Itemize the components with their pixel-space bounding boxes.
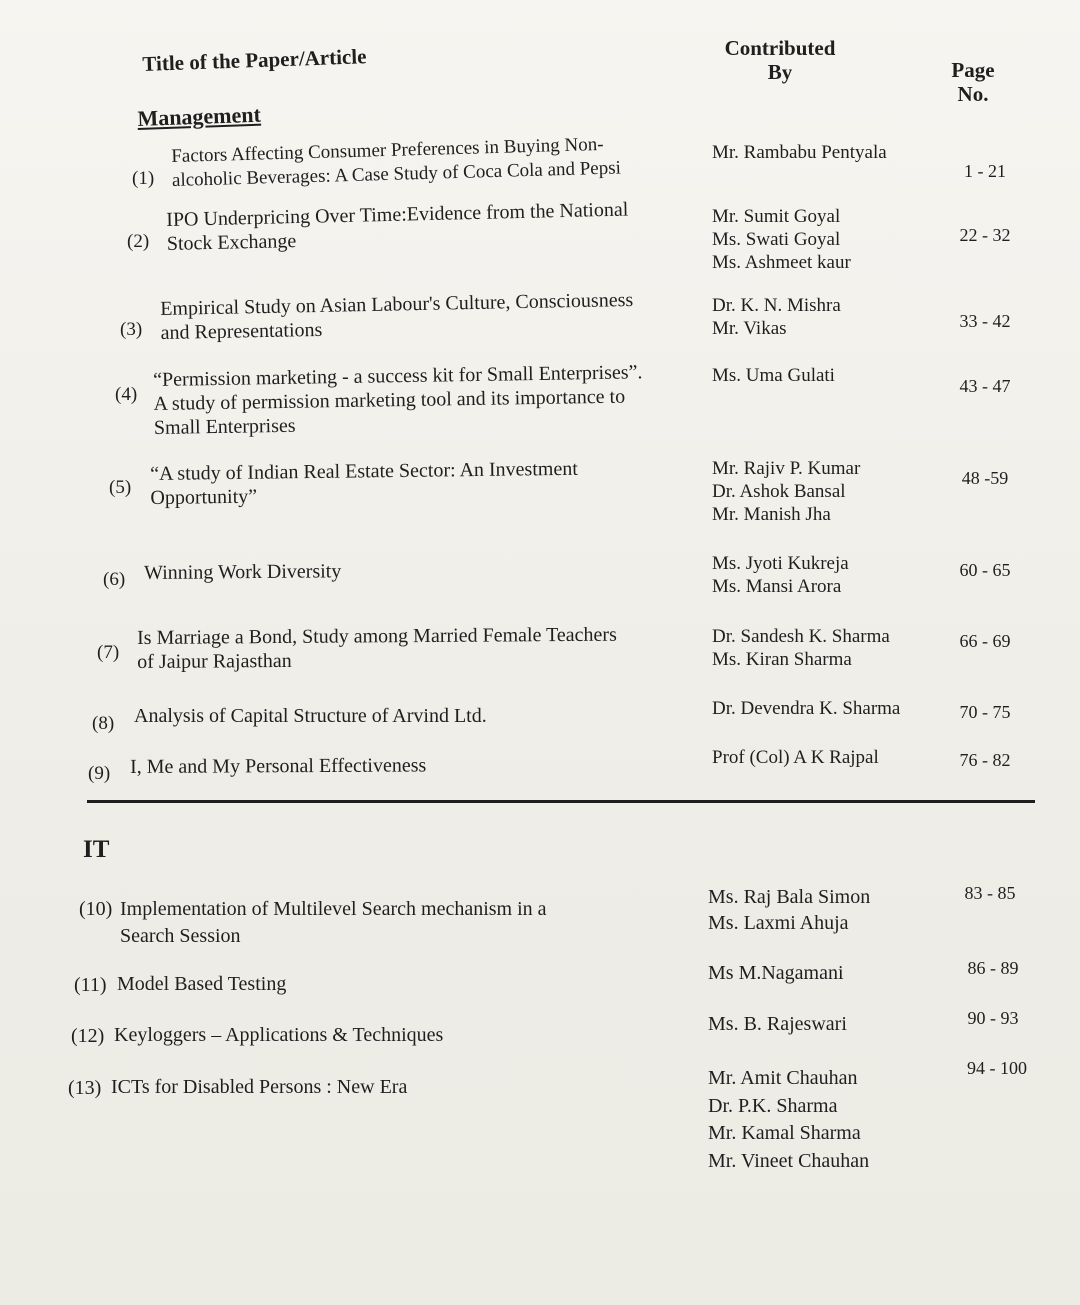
column-header-title: Title of the Paper/Article [142,44,367,76]
entry-title: Factors Affecting Consumer Preferences in Buying Non- alcoholic Beverages: A Case Study of Coca Cola and Pepsi [171,133,622,191]
entry-pages: 1 - 21 [964,161,1006,181]
author: Mr. Manish Jha [712,504,831,525]
entry-authors [712,364,835,387]
entry-pages: 90 - 93 [967,1008,1019,1028]
entry-pages: 43 - 47 [959,376,1011,396]
entry-authors [708,1013,847,1036]
author: Ms. B. Rajeswari [708,1013,847,1035]
section-heading-management: Management [137,101,262,131]
entry-title: I, Me and My Personal Effectiveness [130,754,427,778]
entry-title: Keyloggers – Applications & Techniques [114,1024,444,1046]
entry-title: Is Marriage a Bond, Study among Married Female Teachers of Jaipur Rajasthan [137,623,617,673]
entry-title: IPO Underpricing Over Time:Evidence from the National Stock Exchange [166,198,629,255]
entry-title: Winning Work Diversity [144,560,342,584]
entry-title: Model Based Testing [117,973,287,995]
entry-title: ICTs for Disabled Persons : New Era [111,1076,408,1098]
entry-pages: 33 - 42 [959,311,1011,331]
author: Dr. Devendra K. Sharma [712,698,901,719]
entry-number: (10) [79,898,113,920]
entry-authors [708,962,844,985]
entry-pages: 76 - 82 [959,750,1011,770]
entry-authors [712,746,879,769]
entry-title: Analysis of Capital Structure of Arvind Ltd. [134,705,487,727]
entry-pages: 94 - 100 [967,1058,1027,1078]
entry-authors [712,294,841,340]
entry-number: (1) [132,168,155,189]
entry-pages: 22 - 32 [959,225,1011,245]
author: Ms. Raj Bala Simon [708,886,871,908]
entry-title: Empirical Study on Asian Labour's Culture, Consciousness and Representations [160,288,634,344]
author: Ms. Mansi Arora [712,576,842,597]
entry-pages: 70 - 75 [959,702,1011,722]
author: Ms M.Nagamani [708,962,844,984]
entry-title: Implementation of Multilevel Search mechanism in a Search Session [120,898,547,947]
author: Ms. Laxmi Ahuja [708,912,849,934]
author: Ms. Swati Goyal [712,229,841,250]
entry-title: “A study of Indian Real Estate Sector: An Investment Opportunity” [150,457,578,509]
author: Ms. Jyoti Kukreja [712,553,849,574]
author: Mr. Rambabu Pentyala [712,142,887,163]
entry-number: (4) [115,384,138,405]
entry-authors [712,457,860,526]
author: Mr. Rajiv P. Kumar [712,458,861,479]
entry-authors [708,884,870,936]
author: Mr. Amit Chauhan [708,1067,858,1089]
column-header-contributed-by: Contributed By [724,36,836,84]
entry-number: (3) [120,319,143,340]
author: Dr. K. N. Mishra [712,295,841,316]
author: Ms. Ashmeet kaur [712,252,851,273]
author: Dr. Ashok Bansal [712,481,846,502]
entry-pages: 86 - 89 [967,958,1019,978]
entry-authors [712,205,851,274]
entry-number: (5) [109,477,132,498]
entry-number: (13) [68,1077,102,1099]
entry-number: (12) [71,1025,105,1047]
author: Prof (Col) A K Rajpal [712,747,879,768]
entry-number: (9) [88,763,111,784]
author: Mr. Vikas [712,318,787,339]
author: Mr. Vineet Chauhan [708,1149,870,1172]
entry-authors [712,552,849,598]
section-divider [87,800,1035,803]
author: Dr. P.K. Sharma [708,1094,838,1117]
entry-number: (8) [92,713,115,734]
entry-number: (6) [103,569,126,590]
author: Ms. Uma Gulati [712,365,835,386]
entry-title: “Permission marketing - a success kit for Small Enterprises”. A study of permission marketing tool and its importance to Small Enterprises [153,361,643,439]
author: Ms. Kiran Sharma [712,649,852,670]
column-header-page-no: Page No. [951,58,995,106]
entry-authors [712,697,900,720]
entry-number: (11) [74,974,107,996]
entry-pages: 66 - 69 [959,631,1011,651]
entry-number: (2) [127,231,150,252]
author: Mr. Sumit Goyal [712,206,841,227]
entry-pages: 48 -59 [961,468,1009,488]
entry-number: (7) [97,642,120,663]
entry-authors [712,141,887,164]
entry-pages: 83 - 85 [964,883,1016,903]
section-heading-it: IT [83,836,110,863]
author: Dr. Sandesh K. Sharma [712,626,890,647]
entry-authors [712,625,890,671]
entry-authors [708,1065,869,1175]
entry-pages: 60 - 65 [959,560,1011,580]
author: Mr. Kamal Sharma [708,1122,861,1144]
